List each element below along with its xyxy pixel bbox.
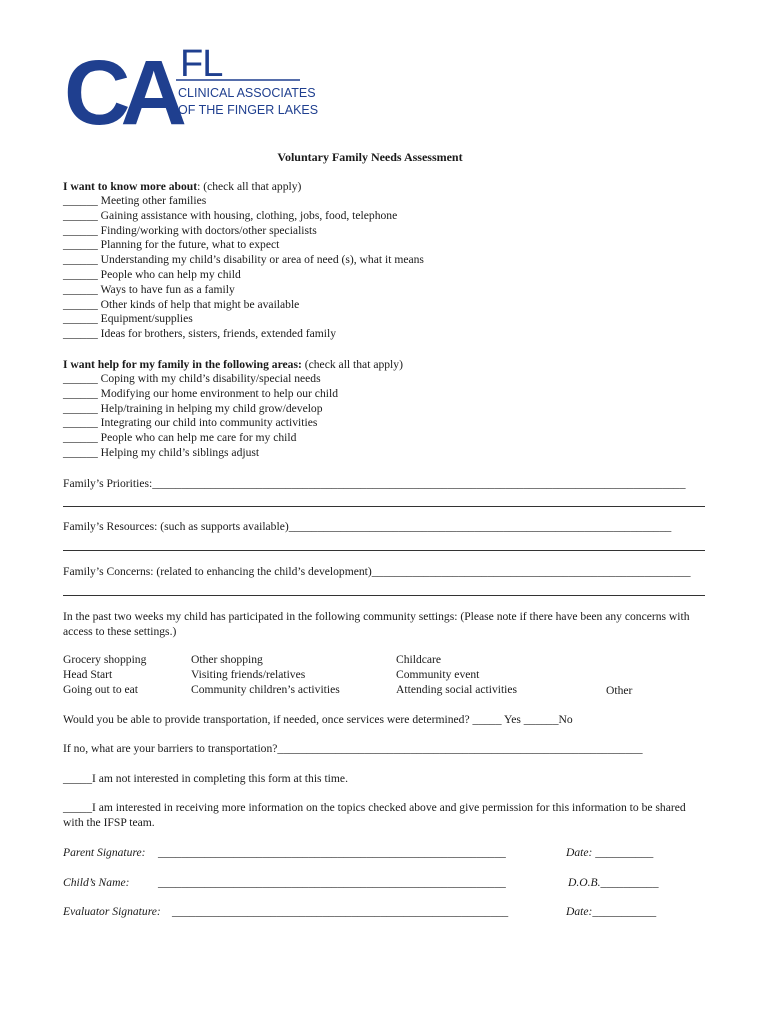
list-item[interactable]: ______ Meeting other families — [63, 194, 207, 207]
barriers-field[interactable]: If no, what are your barriers to transportation?_______________________________________________________________ — [63, 742, 643, 755]
child-name-label: Child’s Name: — [63, 876, 130, 889]
evaluator-signature-label: Evaluator Signature: — [63, 905, 161, 918]
list-item[interactable]: ______ Ways to have fun as a family — [63, 282, 235, 296]
list-item[interactable]: ______ Equipment/supplies — [63, 312, 193, 326]
list-item[interactable]: ______ Other kinds of help that might be available — [63, 297, 300, 311]
transport-question[interactable]: Would you be able to provide transportation, if needed, once services were determined? _____ Yes ______No — [63, 713, 573, 726]
settings-col1 — [63, 653, 146, 697]
list-item[interactable]: ______ Helping my child’s siblings adjust — [63, 445, 260, 459]
setting-other[interactable]: Other — [606, 684, 633, 697]
section1-heading — [63, 179, 301, 194]
not-interested-option[interactable]: _____I am not interested in completing this form at this time. — [63, 772, 348, 785]
list-item[interactable]: ______ Finding/working with doctors/other specialists — [63, 223, 317, 237]
section2-heading — [63, 357, 403, 372]
settings-col3 — [396, 653, 517, 697]
interested-option[interactable]: _____I am interested in receiving more information on the topics checked above and give permission for this information to be shared with the IFSP team. — [63, 801, 686, 829]
list-item[interactable]: ______ Understanding my child’s disability or area of need (s), what it means — [63, 253, 424, 267]
svg-text:CA: CA — [64, 42, 177, 144]
settings-col2 — [191, 653, 340, 697]
section1-heading-bold: I want to know more about — [63, 180, 198, 193]
list-item[interactable]: ______ People who can help my child — [63, 267, 241, 281]
section2-heading-bold: I want help for my family in the following areas: — [63, 358, 302, 371]
list-item[interactable]: ______ Modifying our home environment to help our child — [63, 386, 338, 400]
community-intro: In the past two weeks my child has participated in the following community settings: (Please note if there have been any concerns with access to these settings.) — [63, 610, 690, 638]
section1-list — [63, 194, 424, 342]
evaluator-date-field[interactable]: Date:___________ — [566, 905, 657, 918]
concerns-field[interactable]: Family’s Concerns: (related to enhancing the child’s development)_______________________________________________________ — [63, 565, 691, 578]
section2-list — [63, 372, 338, 461]
cafl-logo — [64, 42, 319, 144]
setting-item[interactable]: Going out to eat — [63, 682, 139, 696]
setting-item[interactable]: Community event — [396, 667, 480, 681]
svg-text:FL: FL — [180, 43, 223, 85]
svg-text:OF THE FINGER LAKES: OF THE FINGER LAKES — [178, 103, 319, 117]
setting-item[interactable]: Community children’s activities — [191, 682, 340, 696]
parent-signature-line[interactable]: ____________________________________________________________ — [158, 846, 506, 859]
setting-item[interactable]: Visiting friends/relatives — [191, 667, 306, 681]
setting-item[interactable]: Childcare — [396, 653, 442, 666]
resources-field[interactable]: Family’s Resources: (such as supports available)__________________________________________________________________ — [63, 520, 672, 533]
list-item[interactable]: ______ Gaining assistance with housing, clothing, jobs, food, telephone — [63, 208, 398, 222]
concerns-extra-line[interactable] — [63, 595, 705, 596]
child-name-line[interactable]: ____________________________________________________________ — [158, 876, 506, 889]
list-item[interactable]: ______ Ideas for brothers, sisters, friends, extended family — [63, 327, 337, 341]
list-item[interactable]: ______ Coping with my child’s disability/special needs — [63, 372, 321, 385]
list-item[interactable]: ______ Planning for the future, what to expect — [63, 238, 280, 252]
section1-heading-rest: : (check all that apply) — [197, 180, 302, 193]
section2-heading-rest: (check all that apply) — [301, 358, 403, 371]
priorities-field[interactable]: Family’s Priorities:____________________________________________________________________________________________ — [63, 477, 686, 490]
parent-date-field[interactable]: Date: __________ — [566, 846, 654, 859]
setting-item[interactable]: Head Start — [63, 667, 113, 681]
priorities-extra-line[interactable] — [63, 506, 705, 507]
list-item[interactable]: ______ People who can help me care for my child — [63, 431, 297, 445]
setting-item[interactable]: Other shopping — [191, 653, 263, 666]
parent-signature-label: Parent Signature: — [63, 846, 146, 859]
evaluator-signature-line[interactable]: __________________________________________________________ — [172, 905, 509, 918]
list-item[interactable]: ______ Integrating our child into community activities — [63, 416, 318, 430]
list-item[interactable]: ______ Help/training in helping my child grow/develop — [63, 401, 323, 415]
resources-extra-line[interactable] — [63, 550, 705, 551]
svg-text:CLINICAL ASSOCIATES: CLINICAL ASSOCIATES — [178, 86, 316, 100]
page-title: Voluntary Family Needs Assessment — [277, 150, 463, 164]
setting-item[interactable]: Attending social activities — [396, 682, 518, 696]
dob-field[interactable]: D.O.B.__________ — [568, 876, 659, 889]
setting-item[interactable]: Grocery shopping — [63, 653, 147, 666]
